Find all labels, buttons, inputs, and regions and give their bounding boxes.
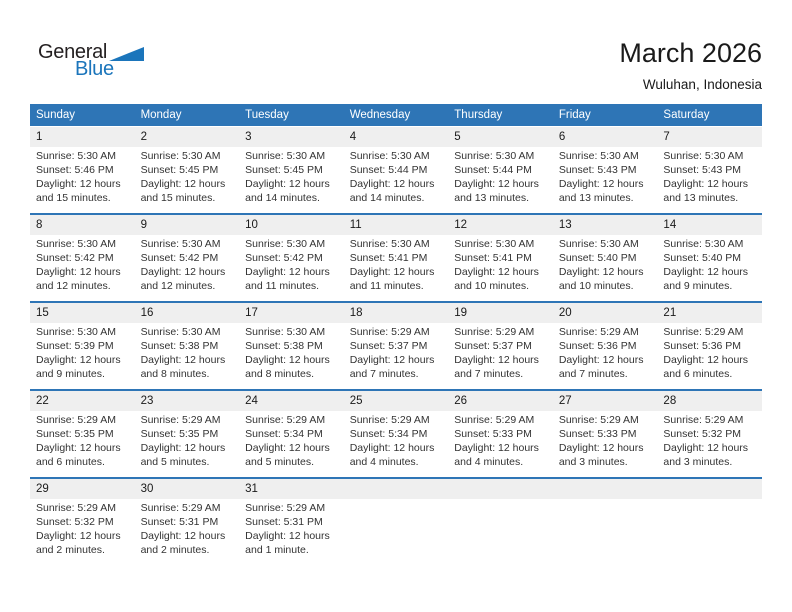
day-cell (344, 147, 449, 213)
day-number: 20 (558, 307, 572, 319)
day-cell (239, 499, 344, 565)
day-detail-band (30, 323, 762, 389)
day-number: 27 (558, 395, 572, 407)
daylight-text: Daylight: 12 hours and 11 minutes. (245, 266, 330, 292)
sunset-text: Sunset: 5:41 PM (454, 252, 532, 264)
page-location: Wuluhan, Indonesia (642, 77, 762, 92)
sunset-text: Sunset: 5:33 PM (454, 428, 532, 440)
daylight-text: Daylight: 12 hours and 8 minutes. (140, 354, 226, 380)
week-row (30, 213, 762, 301)
day-header-monday: Monday (140, 109, 182, 121)
sunrise-text: Sunrise: 5:29 AM (245, 502, 326, 514)
day-cell (239, 323, 344, 389)
sunset-text: Sunset: 5:32 PM (36, 516, 114, 528)
logo-text-blue: Blue (75, 58, 114, 80)
daylight-text: Daylight: 12 hours and 3 minutes. (558, 442, 644, 468)
day-cell (657, 411, 762, 477)
daylight-text: Daylight: 12 hours and 11 minutes. (349, 266, 435, 292)
sunset-text: Sunset: 5:41 PM (349, 252, 428, 264)
day-cell (344, 323, 449, 389)
daylight-text: Daylight: 12 hours and 4 minutes. (349, 442, 435, 468)
day-cell (30, 323, 135, 389)
sunrise-text: Sunrise: 5:29 AM (663, 414, 744, 426)
sunset-text: Sunset: 5:42 PM (36, 252, 114, 264)
empty-day-number (344, 479, 449, 499)
daylight-text: Daylight: 12 hours and 4 minutes. (454, 442, 539, 468)
day-of-week-header-row (30, 104, 762, 126)
day-number: 31 (245, 483, 258, 495)
daylight-text: Daylight: 12 hours and 6 minutes. (36, 442, 121, 468)
sunrise-text: Sunrise: 5:30 AM (140, 326, 221, 338)
daylight-text: Daylight: 12 hours and 1 minute. (245, 530, 330, 556)
sunrise-text: Sunrise: 5:29 AM (454, 326, 535, 338)
empty-day-cell (344, 499, 449, 565)
sunrise-text: Sunrise: 5:29 AM (454, 414, 535, 426)
page-title: March 2026 (619, 38, 762, 68)
daylight-text: Daylight: 12 hours and 7 minutes. (349, 354, 435, 380)
sunrise-text: Sunrise: 5:30 AM (36, 150, 116, 162)
sunrise-text: Sunrise: 5:30 AM (140, 238, 221, 250)
sunrise-text: Sunrise: 5:29 AM (349, 414, 430, 426)
day-number: 16 (140, 307, 154, 319)
week-row (30, 127, 762, 213)
day-number: 21 (663, 307, 677, 319)
day-number: 1 (36, 131, 43, 143)
sunrise-text: Sunrise: 5:30 AM (349, 238, 430, 250)
day-header-wednesday: Wednesday (349, 109, 411, 121)
daylight-text: Daylight: 12 hours and 10 minutes. (558, 266, 644, 292)
daylight-text: Daylight: 12 hours and 9 minutes. (663, 266, 749, 292)
day-cell (657, 235, 762, 301)
empty-day-cell (657, 499, 762, 565)
empty-day-number (448, 479, 553, 499)
day-cell (135, 323, 240, 389)
sunset-text: Sunset: 5:37 PM (349, 340, 428, 352)
day-number: 6 (558, 131, 566, 143)
day-cell (30, 499, 135, 565)
day-cell (553, 411, 658, 477)
sunrise-text: Sunrise: 5:30 AM (454, 150, 535, 162)
sunrise-text: Sunrise: 5:30 AM (558, 238, 639, 250)
day-detail-band (30, 235, 762, 301)
day-cell (553, 235, 658, 301)
logo-text-general: General (38, 41, 108, 63)
daylight-text: Daylight: 12 hours and 6 minutes. (663, 354, 749, 380)
logo-flag-triangle-icon (109, 47, 144, 61)
title-block (619, 38, 762, 92)
sunrise-text: Sunrise: 5:30 AM (245, 150, 326, 162)
sunset-text: Sunset: 5:39 PM (36, 340, 114, 352)
sunset-text: Sunset: 5:34 PM (245, 428, 323, 440)
daylight-text: Daylight: 12 hours and 5 minutes. (245, 442, 330, 468)
sunset-text: Sunset: 5:33 PM (558, 428, 637, 440)
empty-day-number (553, 479, 658, 499)
sunrise-text: Sunrise: 5:29 AM (245, 414, 326, 426)
day-detail-band (30, 411, 762, 477)
sunset-text: Sunset: 5:38 PM (245, 340, 323, 352)
day-number: 9 (140, 219, 147, 231)
day-number: 14 (663, 219, 677, 231)
day-cell (448, 411, 553, 477)
day-cell (135, 411, 240, 477)
day-cell (448, 147, 553, 213)
sunrise-text: Sunrise: 5:30 AM (663, 150, 744, 162)
daylight-text: Daylight: 12 hours and 3 minutes. (663, 442, 749, 468)
day-cell (135, 147, 240, 213)
day-cell (135, 499, 240, 565)
sunrise-text: Sunrise: 5:30 AM (558, 150, 639, 162)
sunrise-text: Sunrise: 5:30 AM (140, 150, 221, 162)
sunset-text: Sunset: 5:45 PM (245, 164, 323, 176)
day-number: 12 (454, 219, 468, 231)
daylight-text: Daylight: 12 hours and 13 minutes. (558, 178, 644, 204)
day-header-tuesday: Tuesday (245, 109, 289, 121)
sunset-text: Sunset: 5:42 PM (140, 252, 219, 264)
day-number: 22 (36, 395, 49, 407)
day-cell (553, 147, 658, 213)
day-number: 11 (349, 219, 362, 231)
day-number: 30 (140, 483, 154, 495)
day-number: 25 (349, 395, 363, 407)
daylight-text: Daylight: 12 hours and 15 minutes. (36, 178, 121, 204)
daylight-text: Daylight: 12 hours and 15 minutes. (140, 178, 226, 204)
week-row (30, 389, 762, 477)
day-number-band (30, 391, 762, 411)
daylight-text: Daylight: 12 hours and 14 minutes. (349, 178, 435, 204)
day-number: 4 (349, 131, 357, 143)
empty-day-cell (553, 499, 658, 565)
day-cell (657, 147, 762, 213)
daylight-text: Daylight: 12 hours and 7 minutes. (558, 354, 644, 380)
sunset-text: Sunset: 5:31 PM (140, 516, 219, 528)
day-cell (239, 411, 344, 477)
sunrise-text: Sunrise: 5:29 AM (36, 502, 116, 514)
sunset-text: Sunset: 5:36 PM (558, 340, 637, 352)
sunrise-text: Sunrise: 5:30 AM (36, 238, 116, 250)
sunset-text: Sunset: 5:36 PM (663, 340, 742, 352)
day-number: 10 (245, 219, 258, 231)
day-detail-band (30, 147, 762, 213)
day-number-band (30, 479, 762, 499)
day-number: 26 (454, 395, 468, 407)
day-cell (657, 323, 762, 389)
daylight-text: Daylight: 12 hours and 14 minutes. (245, 178, 330, 204)
day-header-sunday: Sunday (36, 109, 76, 121)
daylight-text: Daylight: 12 hours and 10 minutes. (454, 266, 539, 292)
sunset-text: Sunset: 5:45 PM (140, 164, 219, 176)
day-number: 29 (36, 483, 49, 495)
sunrise-text: Sunrise: 5:30 AM (349, 150, 430, 162)
calendar-grid (30, 104, 762, 565)
daylight-text: Daylight: 12 hours and 7 minutes. (454, 354, 539, 380)
sunset-text: Sunset: 5:40 PM (663, 252, 742, 264)
day-header-thursday: Thursday (454, 109, 503, 121)
sunrise-text: Sunrise: 5:29 AM (140, 414, 221, 426)
day-number-band (30, 127, 762, 147)
sunset-text: Sunset: 5:31 PM (245, 516, 323, 528)
sunset-text: Sunset: 5:44 PM (454, 164, 532, 176)
day-number: 28 (663, 395, 677, 407)
daylight-text: Daylight: 12 hours and 12 minutes. (140, 266, 226, 292)
empty-day-cell (448, 499, 553, 565)
day-number: 17 (245, 307, 258, 319)
day-cell (344, 235, 449, 301)
day-cell (239, 235, 344, 301)
sunset-text: Sunset: 5:42 PM (245, 252, 323, 264)
week-row (30, 477, 762, 565)
sunset-text: Sunset: 5:34 PM (349, 428, 428, 440)
sunrise-text: Sunrise: 5:29 AM (558, 414, 639, 426)
sunrise-text: Sunrise: 5:29 AM (140, 502, 221, 514)
week-row (30, 301, 762, 389)
day-detail-band (30, 499, 762, 565)
sunrise-text: Sunrise: 5:30 AM (245, 238, 326, 250)
day-cell (344, 411, 449, 477)
day-header-saturday: Saturday (663, 109, 710, 121)
daylight-text: Daylight: 12 hours and 5 minutes. (140, 442, 226, 468)
sunrise-text: Sunrise: 5:29 AM (558, 326, 639, 338)
day-number-band (30, 303, 762, 323)
daylight-text: Daylight: 12 hours and 13 minutes. (454, 178, 539, 204)
sunset-text: Sunset: 5:46 PM (36, 164, 114, 176)
daylight-text: Daylight: 12 hours and 9 minutes. (36, 354, 121, 380)
day-number: 18 (349, 307, 363, 319)
empty-day-number (657, 479, 762, 499)
day-cell (30, 235, 135, 301)
sunrise-text: Sunrise: 5:30 AM (245, 326, 326, 338)
sunrise-text: Sunrise: 5:30 AM (36, 326, 116, 338)
day-number: 13 (558, 219, 572, 231)
day-header-friday: Friday (558, 109, 591, 121)
sunrise-text: Sunrise: 5:29 AM (36, 414, 116, 426)
daylight-text: Daylight: 12 hours and 2 minutes. (140, 530, 226, 556)
day-number: 23 (140, 395, 154, 407)
day-number: 5 (454, 131, 461, 143)
sunset-text: Sunset: 5:44 PM (349, 164, 428, 176)
day-cell (30, 147, 135, 213)
daylight-text: Daylight: 12 hours and 8 minutes. (245, 354, 330, 380)
daylight-text: Daylight: 12 hours and 13 minutes. (663, 178, 749, 204)
day-number-band (30, 215, 762, 235)
daylight-text: Daylight: 12 hours and 2 minutes. (36, 530, 121, 556)
day-number: 8 (36, 219, 43, 231)
day-number: 7 (663, 131, 670, 143)
sunset-text: Sunset: 5:43 PM (663, 164, 742, 176)
sunset-text: Sunset: 5:40 PM (558, 252, 637, 264)
sunrise-text: Sunrise: 5:30 AM (663, 238, 744, 250)
day-number: 15 (36, 307, 49, 319)
sunrise-text: Sunrise: 5:30 AM (454, 238, 535, 250)
sunset-text: Sunset: 5:38 PM (140, 340, 219, 352)
day-cell (553, 323, 658, 389)
day-number: 19 (454, 307, 468, 319)
day-cell (448, 235, 553, 301)
day-cell (135, 235, 240, 301)
day-cell (30, 411, 135, 477)
day-number: 3 (245, 131, 252, 143)
sunrise-text: Sunrise: 5:29 AM (349, 326, 430, 338)
sunset-text: Sunset: 5:35 PM (140, 428, 219, 440)
sunset-text: Sunset: 5:43 PM (558, 164, 637, 176)
sunrise-text: Sunrise: 5:29 AM (663, 326, 744, 338)
day-cell (239, 147, 344, 213)
general-blue-logo (38, 42, 144, 79)
day-cell (448, 323, 553, 389)
sunset-text: Sunset: 5:37 PM (454, 340, 532, 352)
day-number: 24 (245, 395, 258, 407)
daylight-text: Daylight: 12 hours and 12 minutes. (36, 266, 121, 292)
sunset-text: Sunset: 5:32 PM (663, 428, 742, 440)
calendar-weeks (30, 127, 762, 565)
sunset-text: Sunset: 5:35 PM (36, 428, 114, 440)
day-number: 2 (140, 131, 147, 143)
